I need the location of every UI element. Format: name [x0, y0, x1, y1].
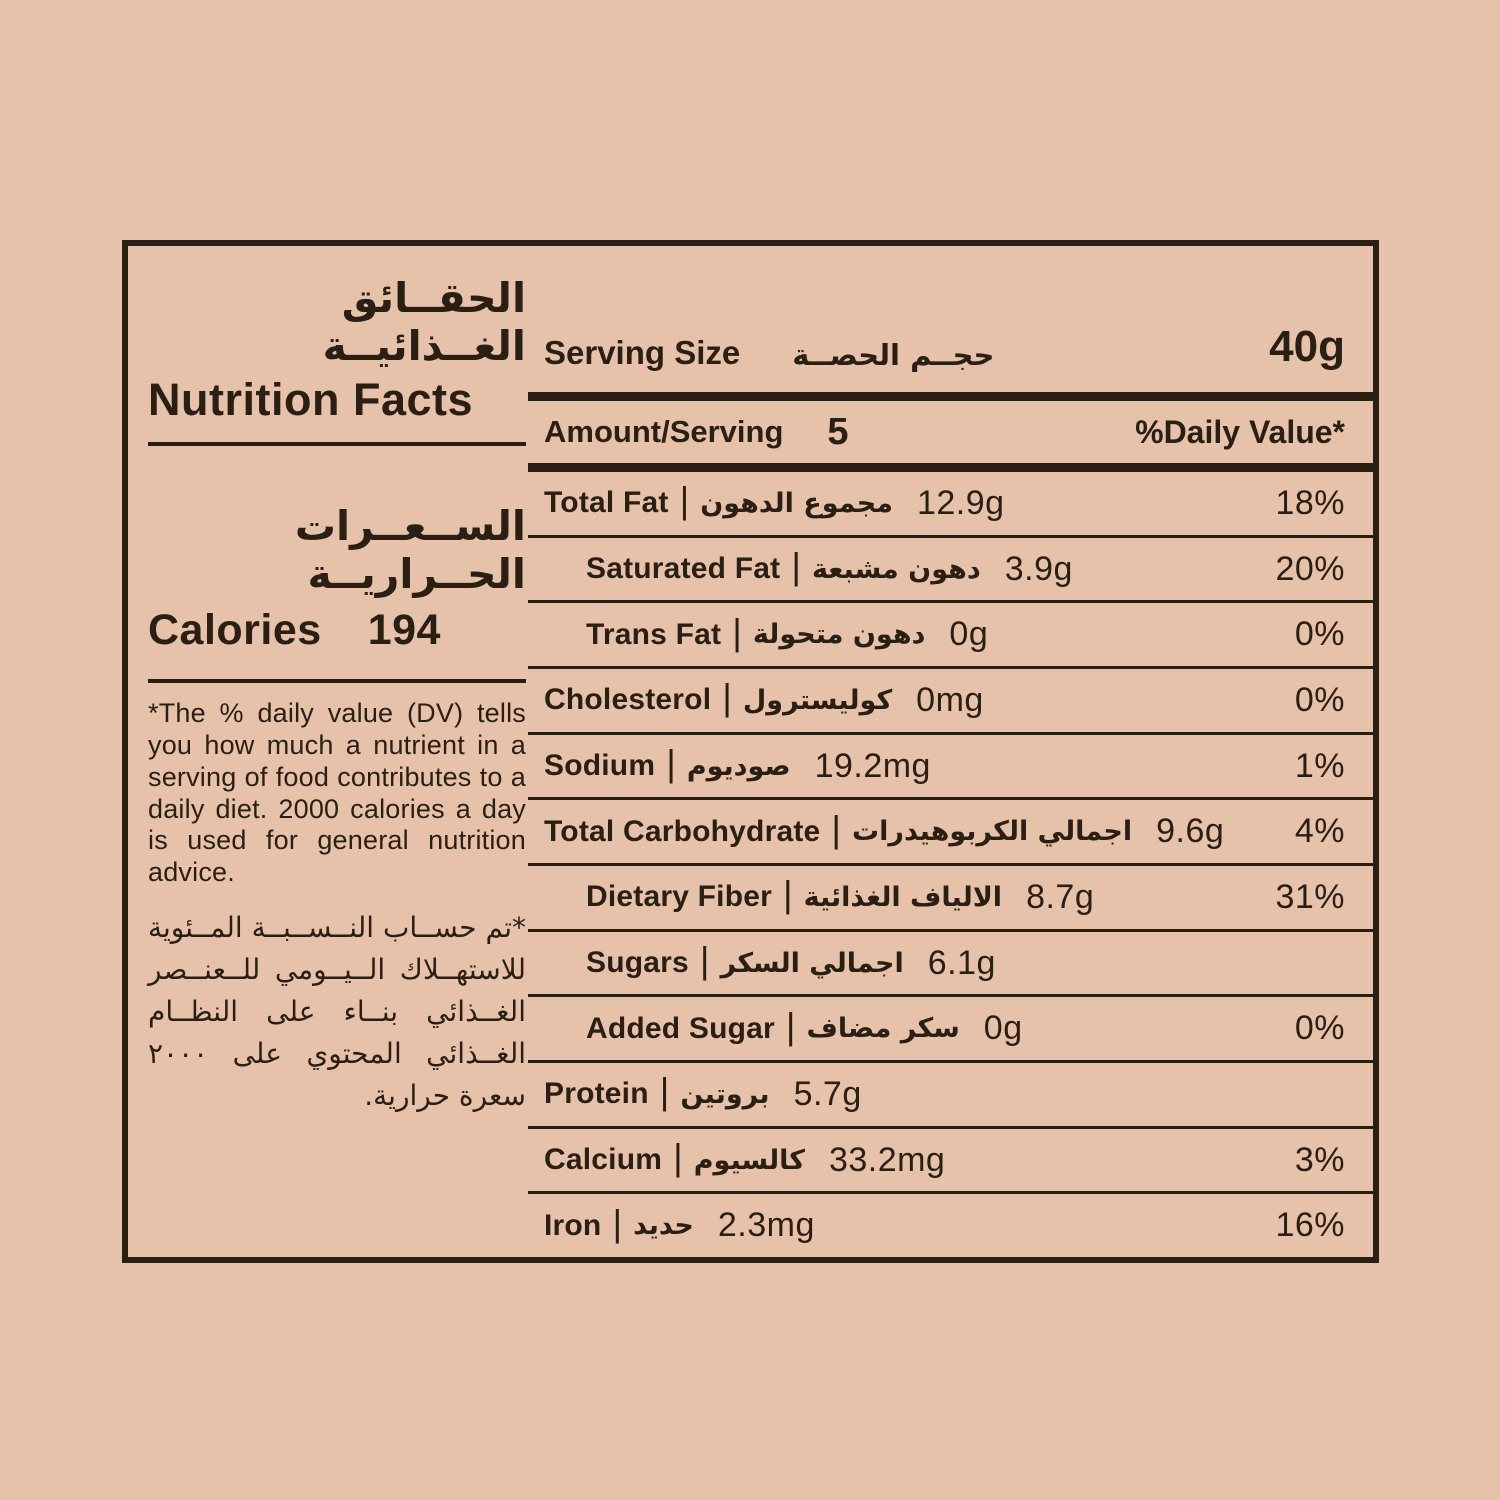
table-row-trans-fat [528, 603, 1373, 666]
nutrient-amount: 33.2mg [828, 1140, 946, 1179]
separator-bar: | [679, 480, 690, 522]
serving-size-value: 40g [1269, 322, 1345, 371]
amount-per-serving-header-row [528, 401, 1373, 463]
nutrient-daily-value: 0% [1294, 1009, 1345, 1048]
nutrient-daily-value: 31% [1275, 877, 1345, 916]
nutrition-facts-title-arabic: الحقــائق الغــذائيــة [322, 274, 526, 370]
separator-bar: | [785, 1005, 796, 1047]
nutrition-facts-title: Nutrition Facts [148, 374, 474, 425]
nutrient-daily-value: 4% [1294, 812, 1345, 851]
table-row-sodium [528, 735, 1373, 798]
nutrient-amount: 0g [983, 1009, 1023, 1048]
daily-value-footnote-english: *The % daily value (DV) tells you how much a nutrient in a serving of food contributes to a daily diet. 2000 calories a day is used for general nutrition advice. [148, 698, 526, 888]
serving-size-row [528, 246, 1373, 392]
nutrient-name-arabic: مجموع الدهون [700, 487, 893, 519]
nutrient-daily-value: 0% [1294, 615, 1345, 654]
table-row-total-fat [528, 472, 1373, 535]
table-row-dietary-fiber [528, 866, 1373, 929]
daily-value-column-header: %Daily Value* [1135, 413, 1345, 450]
nutrient-name: Sugars [586, 946, 689, 980]
nutrient-name-arabic: دهون متحولة [752, 619, 926, 651]
table-row-total-carbohydrate [528, 800, 1373, 863]
calories-row [148, 606, 526, 655]
nutrient-name: Sodium [544, 749, 656, 783]
nutrient-amount: 6.1g [927, 943, 996, 982]
divider-under-title [148, 442, 526, 446]
daily-value-footnote-arabic: *تم حســاب النــســبــة المــئوية للاستهــلاك الــيــومي للــعنــصر الغــذائي بنــاء على النظــام الغــذائي المحتوي على ٢٠٠٠ سعرة حرارية. [148, 911, 526, 1113]
nutrient-name: Saturated Fat [586, 552, 781, 585]
table-row-iron [528, 1194, 1373, 1257]
separator-bar: | [722, 677, 732, 719]
table-row-cholesterol [528, 669, 1373, 732]
calories-title-arabic: الســعــرات الحــراريــة [294, 502, 526, 598]
separator-bar: | [791, 546, 801, 587]
nutrient-name: Calcium [544, 1143, 663, 1177]
nutrient-daily-value: 1% [1294, 746, 1345, 785]
nutrient-name-arabic: حديد [633, 1210, 694, 1242]
separator-bar: | [666, 743, 676, 785]
nutrient-amount: 19.2mg [814, 746, 931, 785]
separator-bar: | [673, 1137, 683, 1179]
nutrient-daily-value: 18% [1275, 483, 1345, 522]
nutrient-amount: 9.6g [1156, 812, 1225, 851]
table-row-sugars [528, 932, 1373, 995]
separator-bar: | [612, 1202, 623, 1244]
nutrient-amount: 2.3mg [717, 1206, 815, 1245]
nutrient-name: Added Sugar [586, 1011, 775, 1045]
separator-bar: | [699, 940, 710, 982]
nutrient-amount: 12.9g [916, 483, 1005, 522]
thick-divider [528, 392, 1373, 401]
nutrient-daily-value: 16% [1275, 1206, 1345, 1245]
separator-bar: | [659, 1071, 670, 1113]
table-row-saturated-fat [528, 538, 1373, 601]
calories-value: 194 [367, 606, 441, 654]
nutrient-name: Trans Fat [586, 617, 722, 651]
nutrient-name-arabic: بروتين [680, 1078, 770, 1110]
servings-count: 5 [827, 410, 849, 453]
nutrient-amount: 5.7g [793, 1074, 862, 1113]
nutrient-daily-value: 20% [1275, 549, 1345, 588]
nutrient-name: Iron [544, 1208, 602, 1242]
nutrient-name: Dietary Fiber [586, 880, 772, 914]
summary-column [148, 246, 526, 1117]
thick-divider [528, 463, 1373, 472]
nutrient-name-arabic: اجمالي السكر [720, 947, 904, 979]
nutrient-amount: 8.7g [1026, 877, 1095, 916]
separator-bar: | [831, 808, 842, 850]
serving-size-label-arabic: حجــم الحصــة [792, 338, 995, 372]
nutrient-name: Total Fat [544, 486, 669, 520]
nutrient-amount: 0mg [916, 680, 984, 719]
separator-bar: | [732, 611, 742, 653]
nutrition-facts-panel [122, 240, 1379, 1263]
nutrient-name-arabic: صوديوم [686, 750, 791, 782]
amount-per-serving-label: Amount/Serving [544, 414, 784, 449]
divider-under-calories [148, 679, 526, 683]
nutrient-amount: 3.9g [1004, 549, 1073, 588]
table-row-protein [528, 1063, 1373, 1126]
nutrient-name: Protein [544, 1077, 649, 1111]
table-row-calcium [528, 1129, 1373, 1192]
table-row-added-sugar [528, 997, 1373, 1060]
serving-size-label: Serving Size [544, 334, 741, 371]
nutrient-name: Total Carbohydrate [544, 814, 821, 848]
nutrient-name-arabic: اجمالي الكربوهيدرات [852, 816, 1133, 848]
nutrient-name-arabic: سكر مضاف [806, 1013, 960, 1045]
nutrient-name-arabic: الالياف الغذائية [803, 881, 1003, 913]
nutrient-name-arabic: دهون مشبعة [811, 553, 981, 585]
nutrient-name-arabic: كوليسترول [742, 684, 893, 716]
nutrient-name: Cholesterol [544, 683, 712, 717]
nutrient-daily-value: 3% [1294, 1140, 1345, 1179]
nutrient-daily-value: 0% [1294, 680, 1345, 719]
nutrient-amount: 0g [949, 615, 989, 654]
nutrient-name-arabic: كالسيوم [693, 1144, 805, 1176]
nutrient-rows [528, 472, 1373, 1257]
separator-bar: | [783, 874, 793, 916]
calories-label: Calories [148, 606, 322, 654]
nutrients-table [528, 246, 1373, 1257]
